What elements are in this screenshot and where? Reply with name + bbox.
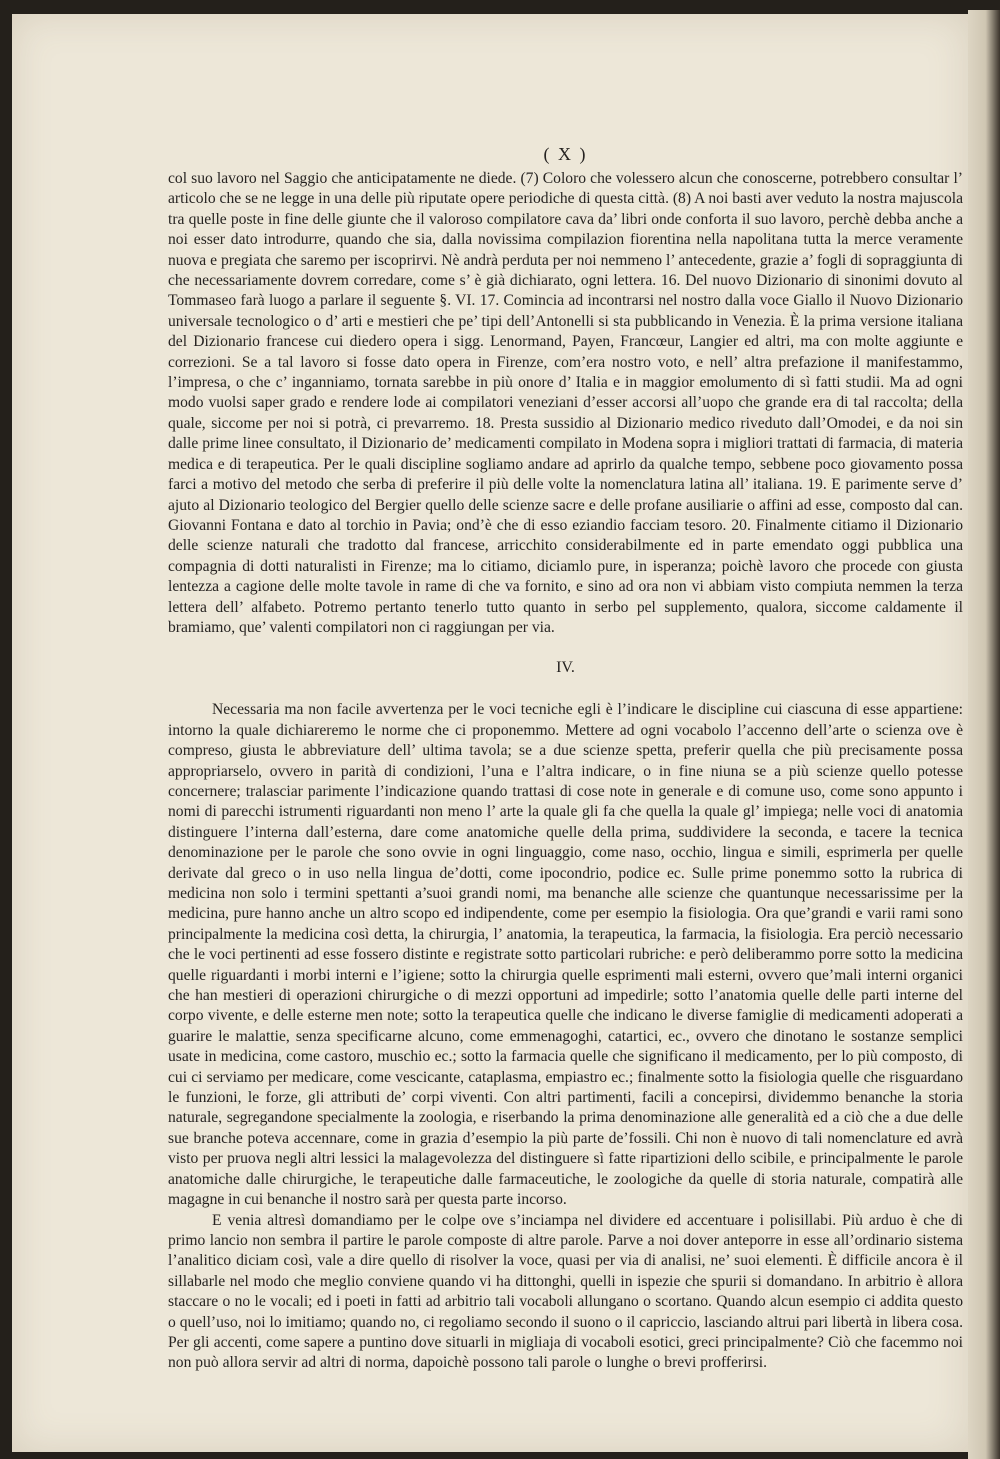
paragraph-syllabification: E venia altresì domandiamo per le colpe ove s’inciampa nel dividere ed accentuare i polisillabi. Più arduo è che di primo lancio non sembra il partire le parole composte di altre parole. Parve a noi dover anteporre in esse all’ordinario sistema l’analitico diciam così, vale a dire quello di risolver la voce, quasi per via di analisi, ne’ suoi elementi. È difficile ancora è il sillabarle nel modo che meglio conviene quando vi ha dittonghi, quelli in ispezie che spurii si domandano. In arbitrio è allora staccare o no le vocali; ed i poeti in fatti ad arbitrio tali vocaboli allungano o scortano. Quando alcun esempio ci addita questo o quell’uso, noi lo imitiamo; quando no, ci regoliamo secondo il suono o il capriccio, lasciando altrui pari libertà in libera cosa. Per gli accenti, come sapere a puntino dove situarli in migliaja di vocaboli esotici, greci principalmente? Ciò che facemmo noi non può allora servir ad altri di norma, dapoichè possono tali parole o lunghe o brevi profferirsi. [168, 1211, 963, 1372]
paragraph-continuation: col suo lavoro nel Saggio che anticipatamente ne diede. (7) Coloro che volessero alcun che conoscerne, potrebbero consultar l’ articolo che se ne legge in una delle più riputate opere periodiche di questa città. (8) A noi basti aver veduto la nostra majuscola tra quelle poste in fine delle giunte che il valoroso compilatore cava da’ libri onde conforta il suo lavoro, perchè debba anche a noi esser dato introdurre, quando che sia, dalla novissima compilazion fiorentina nella napolitana tutta la merce veramente nuova e pregiata che saremo per iscoprirvi. Nè andrà perduta per noi nemmeno l’ antecedente, grazie a’ fogli di sopraggiunta di che necessariamente dovrem corredare, come s’ è già dichiarato, ogni lettera. 16. Del nuovo Dizionario di sinonimi dovuto al Tommaseo farà luogo a parlare il seguente §. VI. 17. Comincia ad incontrarsi nel nostro dalla voce Giallo il Nuovo Dizionario universale tecnologico o d’ arti e mestieri che pe’ tipi dell’Antonelli si sta pubblicando in Venezia. È la prima versione italiana del Dizionario francese cui diedero opera i sigg. Lenormand, Payen, Francœur, Langier ed altri, ma con molte aggiunte e correzioni. Se a tal lavoro si fosse dato opera in Firenze, com’era nostro voto, e nell’ altra prefazione il manifestammo, l’impresa, o che c’ inganniamo, tornata sarebbe in più onore d’ Italia e in maggior emolumento di sì fatti studii. Ma ad ogni modo vuolsi saper grado e rendere lode ai compilatori veneziani d’esser accorsi all’uopo che grande era di tal raccolta; della quale, siccome per noi si potrà, ci prevarremo. 18. Presta sussidio al Dizionario medico riveduto dall’Omodei, e da noi sin dalle prime linee consultato, il Dizionario de’ medicamenti compilato in Modena sopra i migliori trattati di farmacia, di materia medica e di terapeutica. Per le quali discipline sogliamo andare ad aprirlo da qualche tempo, sebbene poco giovamento possa farci a motivo del metodo che serba di preferire il più delle volte la nomenclatura latina all’ italiana. 19. E parimente serve d’ ajuto al Dizionario teologico del Bergier quello delle scienze sacre e delle profane ausiliarie o affini ad esse, composto dal can. Giovanni Fontana e dato al torchio in Pavia; ond’è che di esso eziandio facciam tesoro. 20. Finalmente citiamo il Dizionario delle scienze naturali che tradotto dal francese, arricchito considerabilmente ed in parte emendato oggi pubblica una compagnia di dotti naturalisti in Firenze; ma lo citiamo, diciamlo pure, in isperanza; poichè lavoro che procede con giusta lentezza a cagione delle molte tavole in rame di che va fornito, e sino ad ora non vi abbiam visto compiuta nemmen la terza lettera dell’ alfabeto. Potremo pertanto tenerlo tutto quanto in serbo pel supplemento, qualora, siccome caldamente il bramiamo, que’ valenti compilatori non ci raggiungan per via. [168, 170, 964, 636]
text-column [168, 143, 963, 1374]
page-edge [968, 10, 1000, 1459]
paragraph-technical-terms: Necessaria ma non facile avvertenza per le voci tecniche egli è l’indicare le discipline cui ciascuna di esse appartiene: intorno la quale dichiareremo le norme che ci proponemmo. Mettere ad ogni vocabolo l’accenno dell’arte o scienza ove è compreso, giusta le abbreviature dell’ ultima tavola; se a due scienze spetta, preferir quella che più precisamente possa appropriarselo, ovvero in parità di condizioni, l’una e l’altra indicare, o in fine niuna se a più scienze quello potesse concernere; tralasciar parimente l’indicazione quando trattasi di cose note in generale e di comune uso, come sono appunto i nomi di parecchi istrumenti riguardanti non meno l’ arte la quale gli fa che quella la quale gl’ impiega; nelle voci di anatomia distinguere l’interna dall’esterna, dare come anatomiche quelle della prima, suddividere la seconda, e tacere la tecnica denominazione per le parole che sono ovvie in ogni linguaggio, come naso, occhio, lingua e simili, esprimerla per quelle derivate dal greco o in uso nella lingua de’dotti, come ipocondrio, podice ec. Sulle prime ponemmo sotto la rubrica di medicina non solo i termini spettanti a’suoi grandi nomi, ma benanche alle scienze che quantunque necessarissime per la medicina, pure hanno anche un altro scopo ed indipendente, come per esempio la fisiologia. Ora que’grandi e varii rami sono principalmente la medicina così detta, la chirurgia, l’ anatomia, la terapeutica, la farmacia, la fisiologia. Era perciò necessario che le voci pertinenti ad esse fossero distinte e registrate sotto particolari rubriche: e però deliberammo porre sotto la medicina quelle riguardanti i morbi interni e l’igiene; sotto la chirurgia quelle esprimenti mali esterni, ovvero que’mali interni organici che han mestieri di operazioni chirurgiche o di mezzi opportuni ad impedirle; sotto l’anatomia quelle delle parti interne del corpo vivente, e delle esterne men note; sotto la terapeutica quelle che indicano le diverse famiglie di medicamenti adoperati a guarire le malattie, senza specificarne alcuno, come emmenagoghi, catartici, ec., ovvero che dinotano le sostanze semplici usate in medicina, come castoro, muschio ec.; sotto la farmacia quelle che significano il medicamento, per lo più composto, di cui ci serviamo per medicare, come vescicante, cataplasma, empiastro ec.; finalmente sotto la fisiologia quelle che risguardano le funzioni, le forze, gli attributi de’ corpi viventi. Con altri partimenti, facili a concepirsi, dividemmo benanche la storia naturale, segregandone specialmente la zoologia, e riserbando la prima denominazione alle generalità ed a ciò che a due delle sue branche poteva accennare, come in grazia d’esempio la più parte de’fossili. Chi non è nuovo di tali nomenclature ed avrà visto per pruova negli altri lessici la malagevolezza del distinguere sì fatte ripartizioni dello scibile, e principalmente le parole anatomiche dalle chirurgiche, le terapeutiche dalle farmaceutiche, le zoologiche da quelle di storia naturale, compatirà alle magagne in cui benanche il nostro sarà per questa parte incorso. [168, 701, 963, 1209]
section-heading: IV. [556, 659, 575, 677]
page-number: ( X ) [543, 144, 588, 164]
